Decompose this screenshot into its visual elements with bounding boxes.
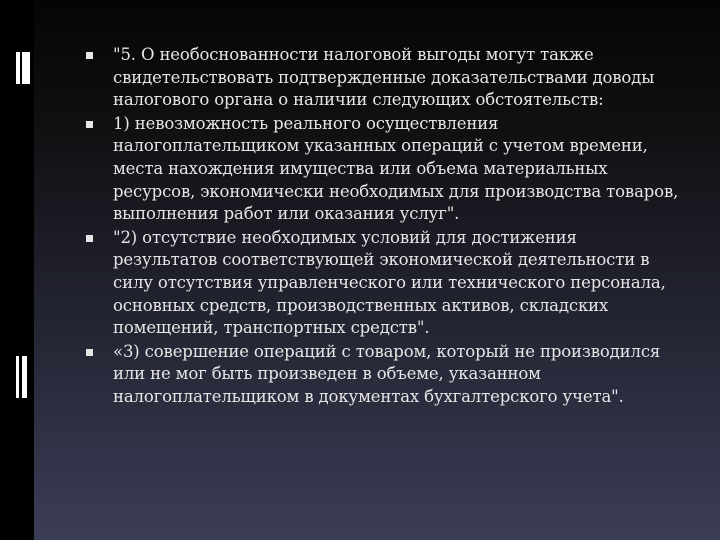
square-bullet-icon [86, 52, 93, 59]
bullet-text: «3) совершение операций с товаром, который не производился или не мог быть произведен в объеме, указанном налогоплательщиком в документах бухгалтерского учета". [113, 341, 661, 406]
decorative-bar [22, 52, 30, 84]
square-bullet-icon [86, 235, 93, 242]
bullet-text: "2) отсутствие необходимых условий для достижения результатов соответствующей экономической деятельности в силу отсутствия управленческого или технического персонала, основных средств, производственных активов, складских помещений, транспортных средств". [113, 227, 666, 338]
bullet-item [86, 44, 686, 112]
decorative-bar [22, 356, 27, 398]
bullet-list [86, 44, 686, 410]
decorative-bar [16, 52, 20, 84]
bullet-item [86, 227, 686, 340]
square-bullet-icon [86, 349, 93, 356]
bullet-item [86, 341, 686, 409]
bullet-text: "5. О необоснованности налоговой выгоды могут также свидетельствовать подтвержденные доказательствами доводы налогового органа о наличии следующих обстоятельств: [113, 45, 655, 110]
decorative-bar [16, 356, 19, 398]
square-bullet-icon [86, 121, 93, 128]
bullet-item [86, 113, 686, 226]
bullet-text: 1) невозможность реального осуществления налогоплательщиком указанных операций с учетом времени, места нахождения имущества или объема материальных ресурсов, экономически необходимых для производства товаров, выполнения работ или оказания услуг". [113, 113, 679, 224]
